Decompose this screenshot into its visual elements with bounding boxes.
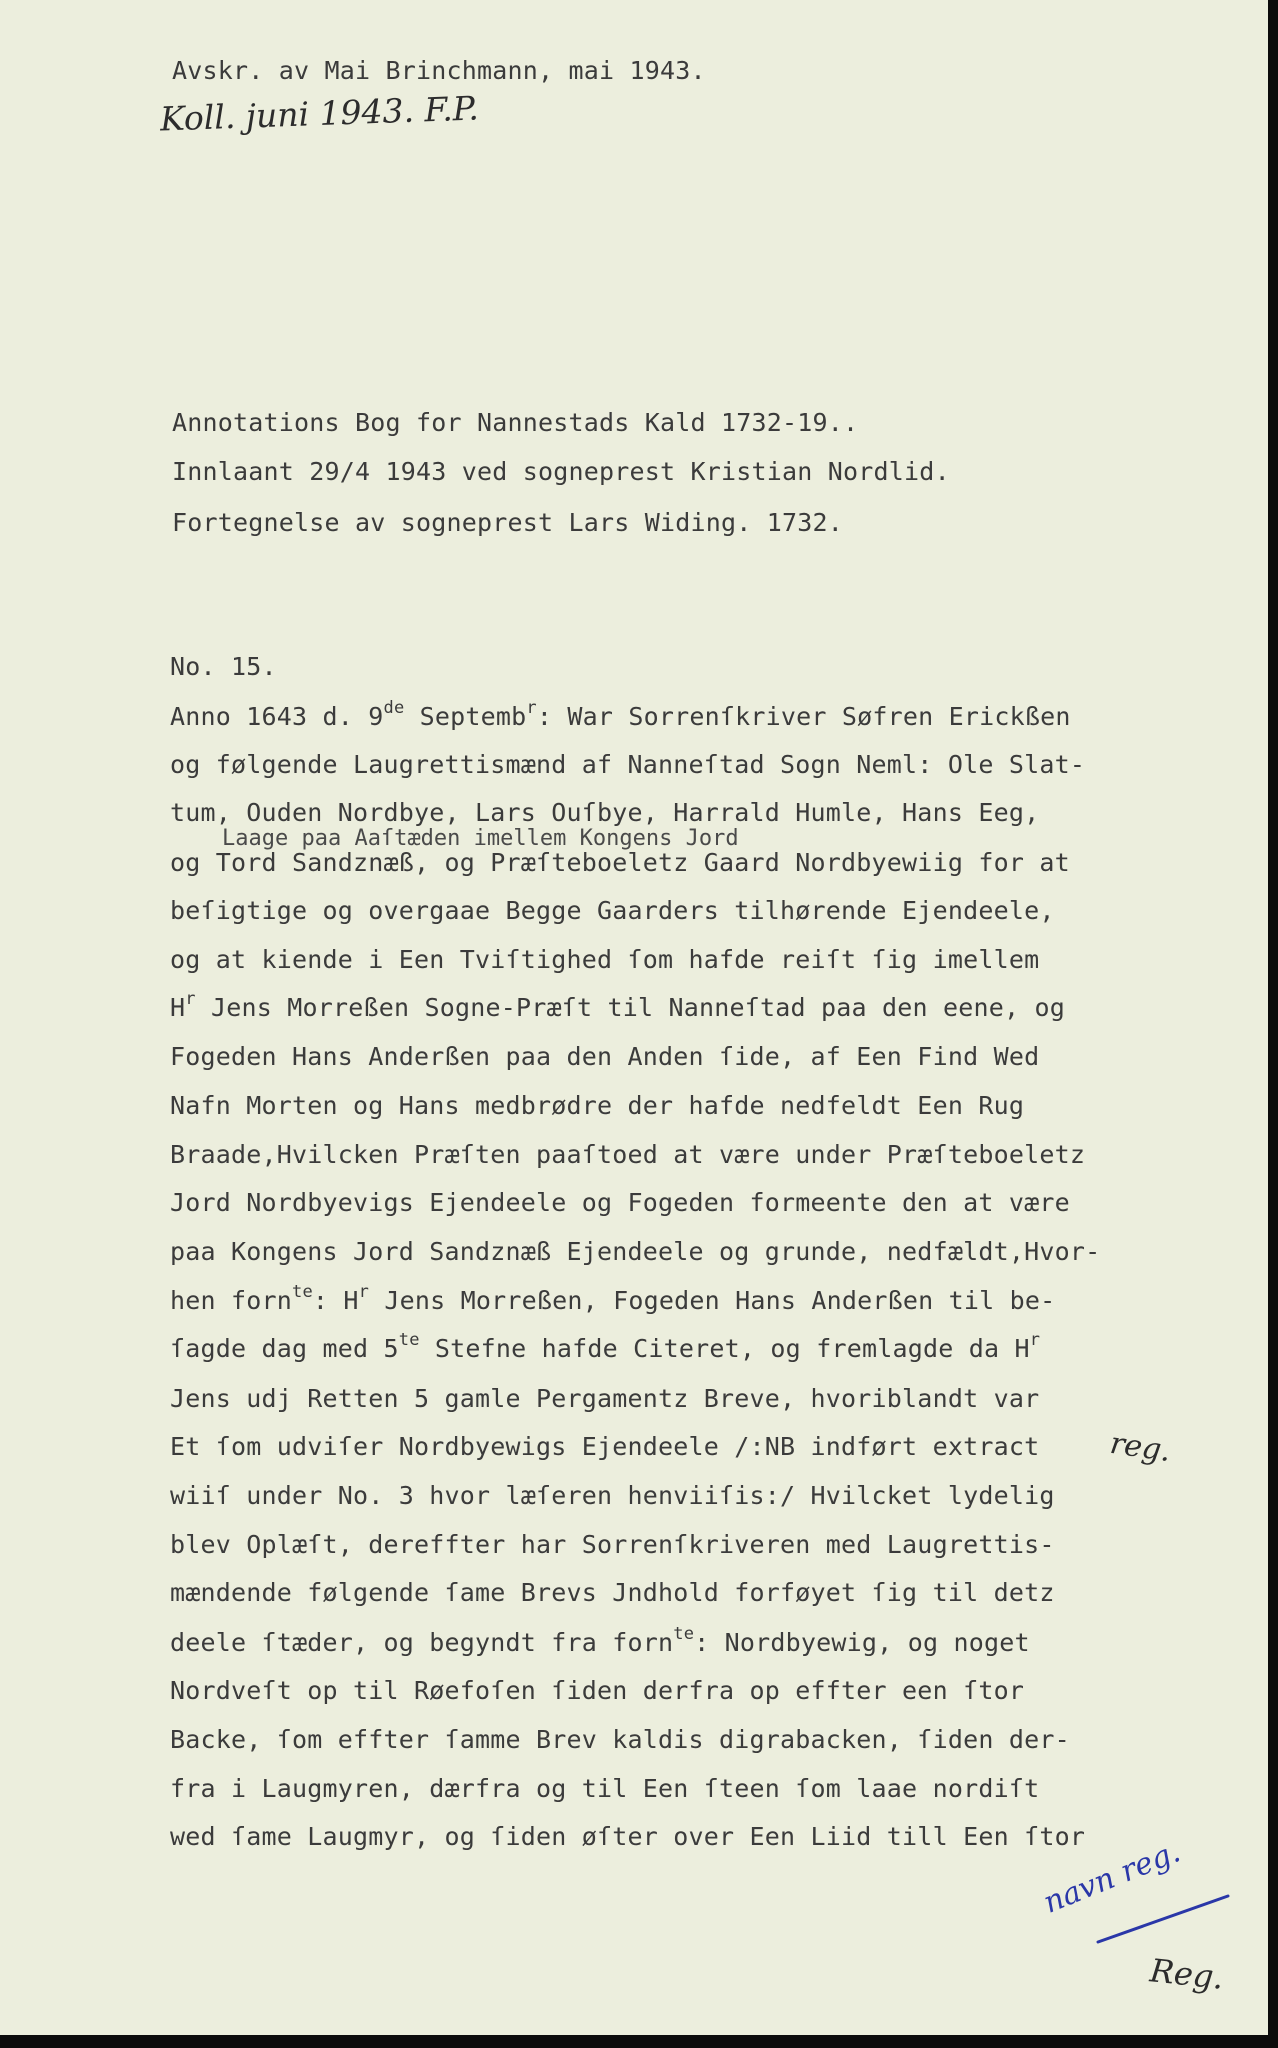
intro-line-1: Annotations Bog for Nannestads Kald 1732-19.. [172, 408, 859, 437]
entry-line: Nafn Morten og Hans medbrødre der hafde nedfeldt Een Rug [170, 1091, 1025, 1120]
intro-line-2: Innlaant 29/4 1943 ved sogneprest Kristian Nordlid. [172, 457, 950, 486]
entry-line: Fogeden Hans Anderßen paa den Anden ſide, af Een Find Wed [170, 1042, 1040, 1071]
margin-note-reg: reg. [1107, 1425, 1173, 1470]
entry-line: wed ſame Laugmyr, og ſiden øſter over Een Liid till Een ſtor [170, 1822, 1086, 1851]
margin-underline-stroke [1090, 1890, 1240, 1950]
entry-line: Jord Nordbyevigs Ejendeele og Fogeden formeente den at være [170, 1188, 1070, 1217]
entry-line: beſigtige og overgaae Begge Gaarders tilhørende Ejendeele, [170, 896, 1055, 925]
entry-line: tum, Ouden Nordbye, Lars Ouſbye, Harrald Humle, Hans Eeg, [170, 798, 1040, 827]
interlinear-insertion: Laage paa Aaſtæden imellem Kongens Jord [222, 826, 739, 851]
entry-line: Et ſom udviſer Nordbyewigs Ejendeele /:NB indført extract [170, 1432, 1040, 1461]
scan-border-right [1268, 0, 1278, 2048]
entry-line: Jens udj Retten 5 gamle Pergamentz Breve, hvoriblandt var [170, 1384, 1040, 1413]
transcriber-line: Avskr. av Mai Brinchmann, mai 1943. [172, 56, 706, 85]
entry-line: $H^r$ Jens Morreßen Sogne-Præſt til Nanneſtad paa den eene, og [170, 989, 1066, 1022]
margin-note-name-register: navn reg. [1038, 1834, 1186, 1921]
entry-line: deele ſtæder, og begyndt fra forn$^{te}$: Nordbyewig, og noget [170, 1624, 1030, 1657]
checked-note: Koll. juni 1943. F.P. [159, 88, 480, 139]
entry-number: No. 15. [170, 652, 277, 681]
entry-line: paa Kongens Jord Sandznæß Ejendeele og grunde, nedfældt,Hvor- [170, 1237, 1101, 1266]
entry-line: og at kiende i Een Tviſtighed ſom hafde reiſt ſig imellem [170, 945, 1040, 974]
entry-line: og følgende Laugrettismænd af Nanneſtad Sogn Neml: Ole Slat- [170, 750, 1086, 779]
scan-border-bottom [0, 2035, 1278, 2048]
entry-line: blev Oplæſt, dereffter har Sorrenſkriveren med Laugrettis- [170, 1530, 1055, 1559]
entry-line: og Tord Sandznæß, og Præſteboeletz Gaard Nordbyewiig for at [170, 848, 1070, 877]
entry-line: ſagde dag med $5^{te}$ Stefne hafde Citeret, og fremlagde da $H^r$ [170, 1330, 1041, 1363]
entry-line: Backe, ſom effter ſamme Brev kaldis digrabacken, ſiden der- [170, 1725, 1070, 1754]
entry-line: Braade,Hvilcken Præſten paaſtoed at være under Præſteboeletz [170, 1140, 1086, 1169]
entry-line: wiiſ under No. 3 hvor læſeren henviiſis:/ Hvilcket lydelig [170, 1481, 1055, 1510]
intro-line-3: Fortegnelse av sogneprest Lars Widing. 1732. [172, 508, 844, 537]
entry-line: mændende følgende ſame Brevs Jndhold forføyet ſig til detz [170, 1578, 1055, 1607]
entry-line: hen forn$^{te}$: $H^r$ Jens Morreßen, Fogeden Hans Anderßen til be- [170, 1282, 1056, 1315]
entry-line: Nordveſt op til Røefoſen ſiden derfra op effter een ſtor [170, 1676, 1025, 1705]
entry-line: fra i Laugmyren, dærfra og til Een ſteen ſom laae nordiſt [170, 1774, 1040, 1803]
entry-line: Anno 1643 d. 9de Septemb$^r$: War Sorrenſkriver Søfren Erickßen [170, 698, 1071, 731]
margin-note-reg-bottom: Reg. [1148, 1951, 1226, 1997]
